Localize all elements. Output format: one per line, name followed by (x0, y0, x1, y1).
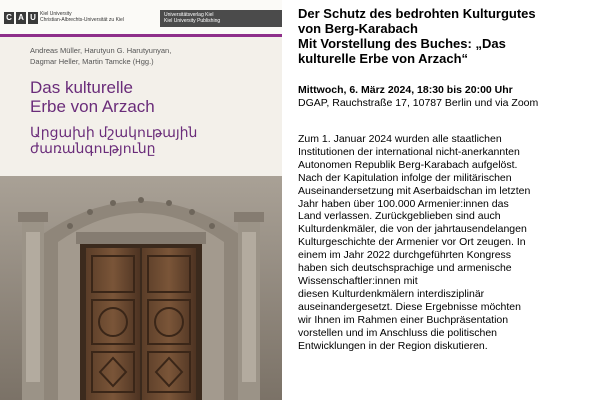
description-line: wir Ihnen im Rahmen einer Buchpräsentation (298, 313, 509, 326)
description-line: haben sich deutschsprachige und armenische (298, 262, 512, 275)
publisher-line: Universitätsverlag Kiel (164, 12, 214, 18)
description-line: diesen Kulturdenkmälern interdisziplinär (298, 287, 485, 300)
description-line: Land verlassen. Zurückgeblieben sind auch (298, 210, 501, 223)
university-line: Christian-Albrechts-Universität zu Kiel (40, 17, 124, 23)
event-description (298, 133, 594, 352)
event-title-line: Mit Vorstellung des Buches: „Das (298, 36, 506, 51)
description-line: Entwicklungen in der Region diskutieren. (298, 339, 488, 352)
logo-letter: A (16, 12, 26, 24)
description-line: auseinandergesetzt. Diese Ergebnisse möchten (298, 300, 521, 313)
description-line: Nach der Kapitulation infolge der militärischen (298, 171, 512, 184)
description-line: einem im Jahr 2022 durchgeführten Kongress (298, 249, 512, 262)
book-cover (0, 0, 282, 400)
monastery-doorway-photo (0, 176, 282, 400)
book-title (30, 78, 280, 116)
description-line: Institutionen der international nicht-anerkannten (298, 145, 520, 158)
logo-letter: U (28, 12, 38, 24)
description-line: Auseinandersetzung mit Aserbaidschan im letzten (298, 184, 531, 197)
logo-letter: C (4, 12, 14, 24)
armenian-title-line: Արցախի մշակութային (30, 124, 198, 140)
description-line: Wissenschaftler:innen mit (298, 274, 418, 287)
university-name (40, 11, 150, 23)
book-title-line: Erbe von Arzach (30, 97, 155, 116)
accent-strip (0, 34, 282, 37)
description-line: Zum 1. Januar 2024 wurden alle staatlichen (298, 133, 502, 145)
event-date-time: Mittwoch, 6. März 2024, 18:30 bis 20:00 Uhr (298, 84, 513, 96)
event-location: DGAP, Rauchstraße 17, 10787 Berlin und via Zoom (298, 97, 539, 109)
cover-header (0, 0, 282, 34)
cau-logo (4, 12, 38, 24)
author-line: Andreas Müller, Harutyun G. Harutyunyan, (30, 46, 172, 55)
event-title-line: kulturelle Erbe von Arzach“ (298, 51, 469, 66)
description-line: Autonomen Republik Berg-Karabach aufgelöst. (298, 158, 518, 171)
description-line: Kulturdenkmäler, die von der jahrtausendelangen (298, 223, 527, 236)
publisher-line: Kiel University Publishing (164, 18, 221, 24)
event-announcement (298, 6, 594, 352)
book-title-armenian (30, 124, 280, 156)
book-title-line: Das kulturelle (30, 78, 133, 97)
event-title (298, 6, 594, 66)
description-line: Jahr haben über 100.000 Armenier:innen das (298, 197, 509, 210)
armenian-title-line: ժառանգությունը (30, 140, 156, 156)
publisher-box (160, 10, 282, 27)
description-line: Kulturgeschichte der Armenier vor Ort zeugen. In (298, 236, 526, 249)
event-title-line: von Berg-Karabach (298, 21, 418, 36)
book-authors (30, 45, 270, 67)
description-line: vorstellen und im Anschluss die politischen (298, 326, 498, 339)
author-line: Dagmar Heller, Martin Tamcke (Hgg.) (30, 57, 154, 66)
event-title-line: Der Schutz des bedrohten Kulturgutes (298, 6, 536, 21)
university-line: Kiel University (40, 11, 72, 17)
